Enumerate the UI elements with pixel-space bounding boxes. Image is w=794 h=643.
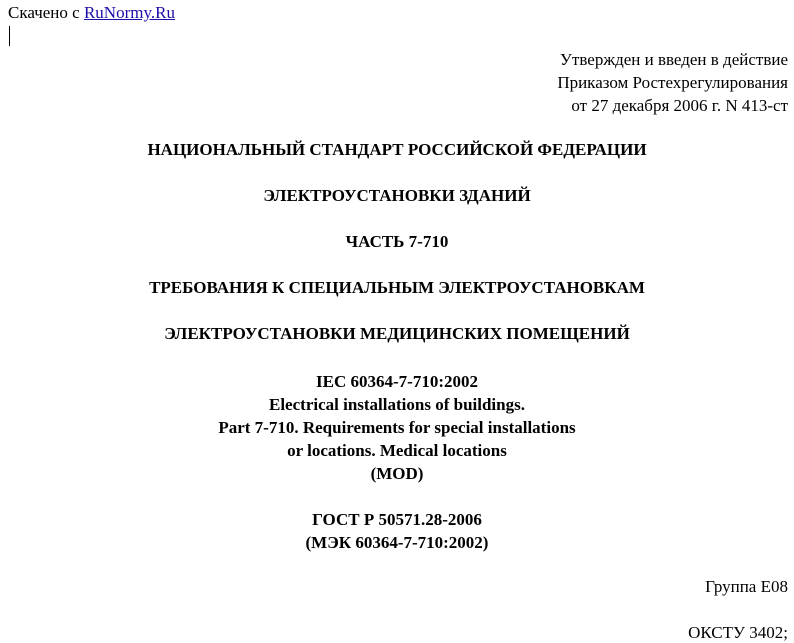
source-link[interactable]: RuNormy.Ru [83,3,175,22]
okstu-code: ОКСТУ 3402; [688,623,788,642]
source-prefix: Скачено с [8,3,84,22]
title-medical-locations: ЭЛЕКТРОУСТАНОВКИ МЕДИЦИНСКИХ ПОМЕЩЕНИЙ [164,324,630,343]
title-part: ЧАСТЬ 7-710 [345,232,449,251]
iec-title-line-2: Part 7-710. Requirements for special installations [218,418,576,437]
text-cursor [9,26,10,46]
iec-title-line-1: Electrical installations of buildings. [269,395,525,414]
approval-line-3: от 27 декабря 2006 г. N 413-ст [571,96,788,115]
approval-line-1: Утвержден и введен в действие [559,50,788,69]
title-building-installations: ЭЛЕКТРОУСТАНОВКИ ЗДАНИЙ [263,186,531,205]
gost-block [0,508,794,554]
approval-line-2: Приказом Ростехрегулирования [557,73,788,92]
title-national-standard: НАЦИОНАЛЬНЫЙ СТАНДАРТ РОССИЙСКОЙ ФЕДЕРАЦИИ [147,140,647,159]
gost-code: ГОСТ Р 50571.28-2006 [312,510,482,529]
iec-mod: (MOD) [370,464,424,483]
iec-title-line-3: or locations. Medical locations [287,441,507,460]
iec-block [0,370,794,485]
approval-block [557,48,788,117]
title-requirements: ТРЕБОВАНИЯ К СПЕЦИАЛЬНЫМ ЭЛЕКТРОУСТАНОВКАМ [149,278,645,297]
iec-code: IEC 60364-7-710:2002 [316,372,478,391]
group-code: Группа Е08 [705,577,788,596]
source-line [8,3,175,23]
gost-equivalent: (МЭК 60364-7-710:2002) [305,533,489,552]
